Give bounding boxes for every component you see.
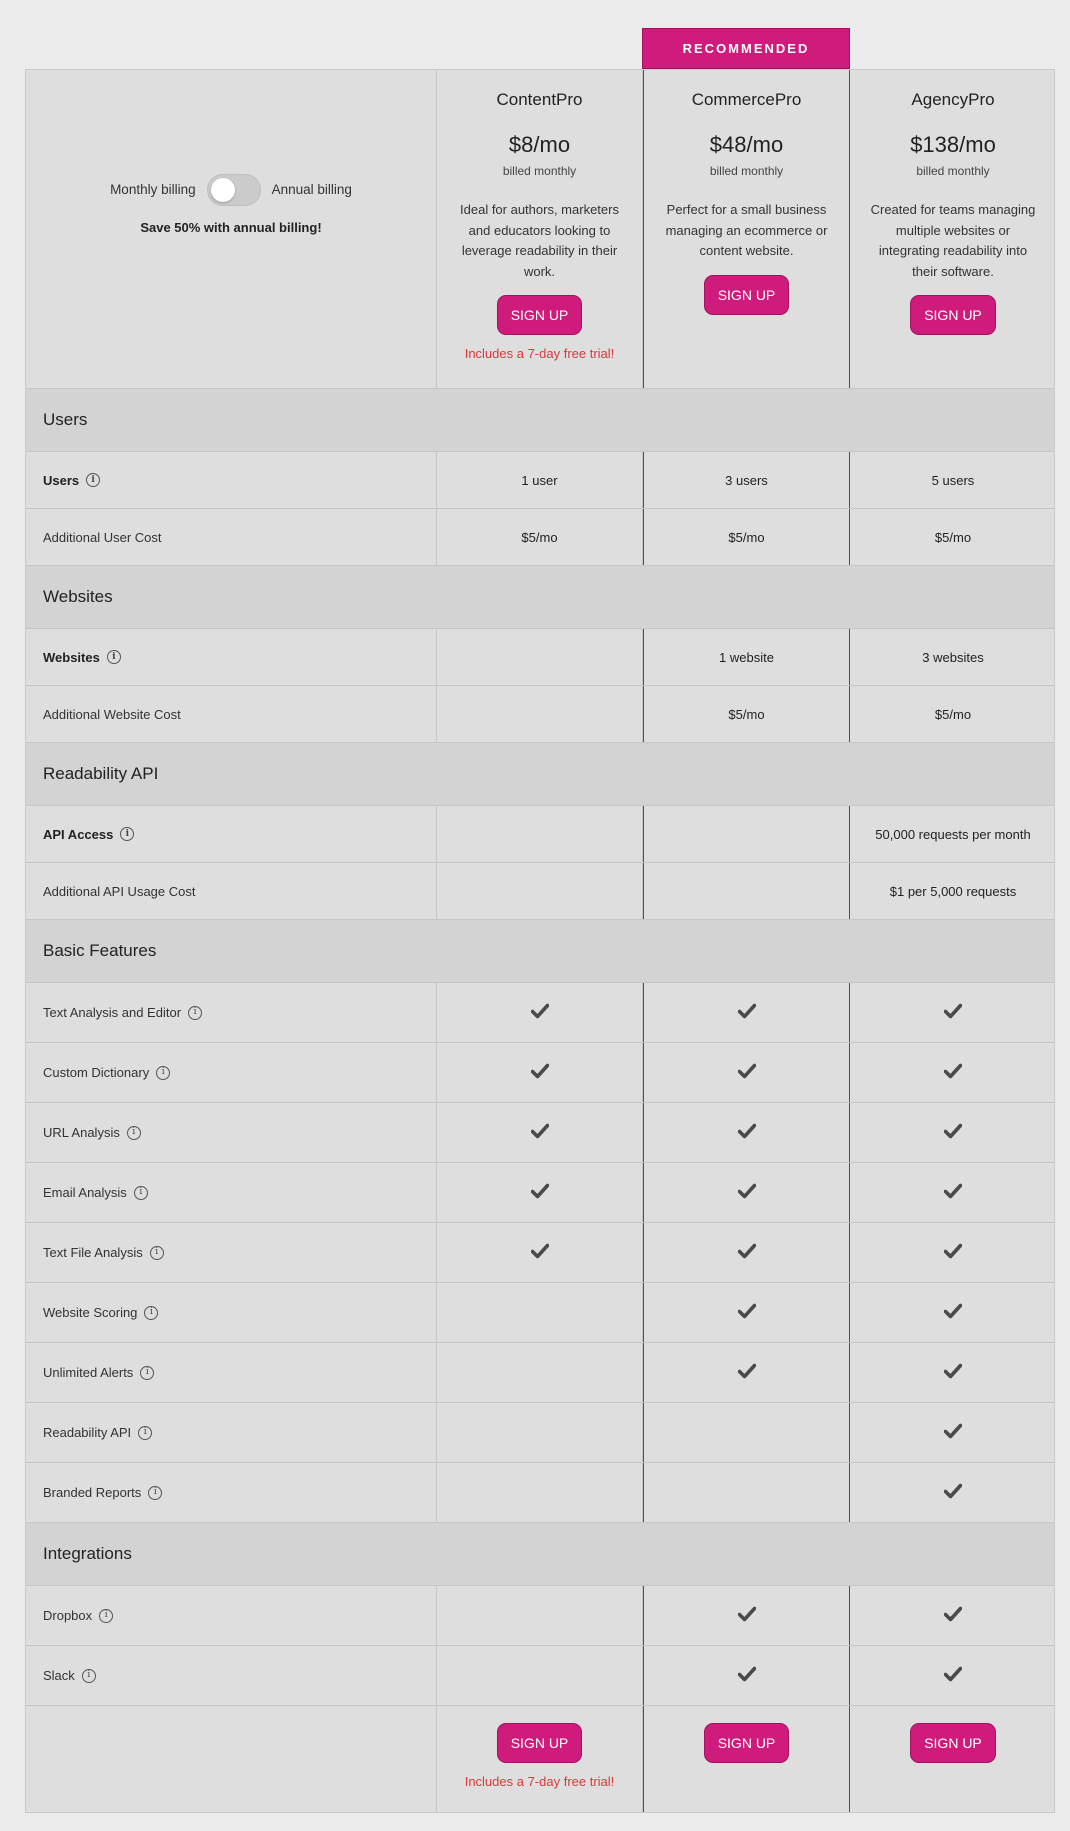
feature-label: Additional API Usage Cost: [43, 883, 196, 899]
check-icon: [944, 1666, 962, 1685]
feature-value-cell: [643, 1103, 850, 1162]
feature-label: Unlimited Alerts: [43, 1365, 134, 1380]
feature-value-cell: [643, 806, 850, 862]
feature-value-cell: [643, 1283, 850, 1342]
feature-value-cell: [437, 1586, 643, 1645]
check-icon: [531, 1183, 549, 1202]
info-icon[interactable]: i: [156, 1066, 170, 1080]
plan-price: $48/mo: [709, 132, 784, 157]
footer-agencypro-sign-up-button[interactable]: SIGN UP: [910, 1723, 996, 1763]
feature-value-cell: [643, 452, 850, 508]
plan-name: AgencyPro: [911, 90, 995, 109]
info-icon[interactable]: i: [120, 827, 134, 841]
feature-label: Users: [43, 472, 80, 488]
feature-value-cell: [643, 509, 850, 565]
feature-value-cell: [643, 1043, 850, 1102]
info-icon[interactable]: i: [138, 1426, 152, 1440]
footer-free-trial-note: Includes a 7-day free trial!: [464, 1774, 615, 1789]
feature-value-cell: [643, 1586, 850, 1645]
feature-value: 3 users: [725, 472, 768, 488]
feature-value: $1 per 5,000 requests: [889, 883, 1017, 899]
check-icon: [738, 1303, 756, 1322]
feature-value: $5/mo: [934, 706, 972, 722]
feature-label: URL Analysis: [43, 1125, 120, 1140]
info-icon[interactable]: i: [99, 1609, 113, 1623]
feature-row: [26, 806, 1054, 863]
feature-value-cell: [437, 983, 643, 1042]
feature-row: [26, 1586, 1054, 1646]
check-icon: [531, 1063, 549, 1082]
feature-label: Additional Website Cost: [43, 706, 181, 722]
feature-value-cell: [850, 1646, 1056, 1705]
feature-value: $5/mo: [934, 529, 972, 545]
billing-toggle-row: [110, 174, 352, 206]
feature-label: Branded Reports: [43, 1485, 142, 1500]
section-title: Integrations: [43, 1544, 132, 1563]
feature-value-cell: [643, 1343, 850, 1402]
feature-value-cell: [643, 1463, 850, 1522]
plan-description: Perfect for a small business managing an ecommerce or content website.: [665, 202, 828, 258]
feature-value-cell: [850, 1463, 1056, 1522]
info-icon[interactable]: i: [107, 650, 121, 664]
check-icon: [531, 1243, 549, 1262]
feature-label-cell: [26, 1163, 437, 1222]
check-icon: [944, 1363, 962, 1382]
plan-billing-period: billed monthly: [916, 164, 990, 178]
plan-billing-period: billed monthly: [709, 164, 784, 178]
section-header: [26, 1523, 1054, 1586]
feature-value-cell: [437, 1463, 643, 1522]
plan-name: ContentPro: [496, 90, 583, 109]
plan-agencypro: [850, 70, 1056, 388]
feature-row: [26, 863, 1054, 920]
info-icon[interactable]: i: [144, 1306, 158, 1320]
feature-value: $5/mo: [728, 529, 765, 545]
section-title: Readability API: [43, 764, 159, 783]
check-icon: [531, 1003, 549, 1022]
check-icon: [944, 1123, 962, 1142]
section-title: Basic Features: [43, 941, 157, 960]
feature-label: Text Analysis and Editor: [43, 1005, 182, 1020]
feature-row: [26, 1103, 1054, 1163]
feature-value-cell: [850, 1283, 1056, 1342]
plan-description: Created for teams managing multiple websites or integrating readability into their software.: [870, 202, 1036, 279]
feature-value-cell: [850, 863, 1056, 919]
feature-value-cell: [643, 629, 850, 685]
feature-value-cell: [850, 1403, 1056, 1462]
section-header: [26, 743, 1054, 806]
annual-billing-label: Annual billing: [271, 182, 352, 197]
feature-row: [26, 1646, 1054, 1706]
check-icon: [944, 1483, 962, 1502]
plan-billing-period: billed monthly: [502, 164, 577, 178]
plan-price: $138/mo: [910, 132, 996, 157]
feature-row: [26, 1043, 1054, 1103]
section-header: [26, 566, 1054, 629]
feature-value: 5 users: [931, 472, 975, 488]
feature-value-cell: [850, 509, 1056, 565]
footer-cta-row: [26, 1706, 1054, 1812]
feature-value-cell: [850, 1043, 1056, 1102]
feature-value-cell: [850, 1343, 1056, 1402]
info-icon[interactable]: i: [86, 473, 100, 487]
feature-value-cell: [850, 1586, 1056, 1645]
feature-label-cell: [26, 1103, 437, 1162]
info-icon[interactable]: i: [82, 1669, 96, 1683]
check-icon: [738, 1606, 756, 1625]
check-icon: [738, 1666, 756, 1685]
plan-header-row: [26, 70, 1054, 389]
feature-value-cell: [643, 863, 850, 919]
info-icon[interactable]: i: [150, 1246, 164, 1260]
feature-value-cell: [643, 983, 850, 1042]
info-icon[interactable]: i: [134, 1186, 148, 1200]
feature-value-cell: [643, 1403, 850, 1462]
monthly-billing-label: Monthly billing: [110, 182, 196, 197]
feature-label-cell: [26, 1283, 437, 1342]
check-icon: [738, 1123, 756, 1142]
feature-label: Custom Dictionary: [43, 1065, 150, 1080]
footer-commercepro: [643, 1706, 850, 1812]
check-icon: [944, 1303, 962, 1322]
feature-label-cell: [26, 452, 437, 508]
feature-row: [26, 509, 1054, 566]
feature-value-cell: [850, 983, 1056, 1042]
feature-label: Websites: [43, 649, 100, 665]
feature-value-cell: [437, 452, 643, 508]
feature-value-cell: [643, 1646, 850, 1705]
check-icon: [944, 1606, 962, 1625]
feature-label: API Access: [43, 826, 114, 842]
feature-value-cell: [437, 863, 643, 919]
feature-value-cell: [437, 806, 643, 862]
check-icon: [944, 1063, 962, 1082]
feature-label: Slack: [43, 1668, 75, 1683]
section-title: Users: [43, 410, 88, 429]
feature-label-cell: [26, 1646, 437, 1705]
check-icon: [944, 1423, 962, 1442]
check-icon: [738, 1363, 756, 1382]
feature-value-cell: [850, 1103, 1056, 1162]
plan-name: CommercePro: [691, 90, 802, 109]
check-icon: [738, 1003, 756, 1022]
feature-row: [26, 1283, 1054, 1343]
feature-label: Additional User Cost: [43, 529, 162, 545]
feature-label-cell: [26, 1043, 437, 1102]
feature-row: [26, 686, 1054, 743]
feature-value-cell: [437, 1043, 643, 1102]
feature-row: [26, 1343, 1054, 1403]
feature-label: Readability API: [43, 1425, 132, 1440]
feature-value-cell: [850, 806, 1056, 862]
plan-commercepro: [643, 70, 850, 388]
feature-value-cell: [437, 629, 643, 685]
feature-label-cell: [26, 806, 437, 862]
check-icon: [944, 1183, 962, 1202]
section-header: [26, 389, 1054, 452]
feature-row: [26, 1463, 1054, 1523]
feature-value-cell: [850, 452, 1056, 508]
feature-value: $5/mo: [728, 706, 765, 722]
feature-label-cell: [26, 629, 437, 685]
feature-row: [26, 629, 1054, 686]
check-icon: [738, 1063, 756, 1082]
agencypro-sign-up-button[interactable]: SIGN UP: [910, 295, 996, 335]
free-trial-note: Includes a 7-day free trial!: [464, 346, 615, 361]
feature-label-cell: [26, 1343, 437, 1402]
feature-label-cell: [26, 863, 437, 919]
footer-contentpro-sign-up-button[interactable]: SIGN UP: [497, 1723, 583, 1763]
info-icon[interactable]: i: [148, 1486, 162, 1500]
feature-row: [26, 1403, 1054, 1463]
feature-value-cell: [437, 1163, 643, 1222]
section-header: [26, 920, 1054, 983]
feature-label: Email Analysis: [43, 1185, 127, 1200]
feature-label-cell: [26, 686, 437, 742]
plan-contentpro: [437, 70, 643, 388]
feature-row: [26, 983, 1054, 1043]
feature-row: [26, 452, 1054, 509]
feature-value-cell: [437, 1646, 643, 1705]
feature-value: 50,000 requests per month: [875, 826, 1031, 842]
plan-price: $8/mo: [508, 132, 571, 157]
feature-value-cell: [850, 629, 1056, 685]
toggle-knob[interactable]: [211, 178, 235, 202]
footer-commercepro-sign-up-button[interactable]: SIGN UP: [704, 1723, 790, 1763]
feature-label-cell: [26, 509, 437, 565]
feature-value-cell: [437, 1103, 643, 1162]
feature-value-cell: [643, 686, 850, 742]
feature-label-cell: [26, 1403, 437, 1462]
recommended-badge: RECOMMENDED: [642, 28, 850, 69]
feature-value-cell: [437, 1223, 643, 1282]
feature-value: 1 user: [521, 472, 558, 488]
check-icon: [531, 1123, 549, 1142]
feature-label-cell: [26, 1463, 437, 1522]
feature-value-cell: [437, 1403, 643, 1462]
info-icon[interactable]: i: [140, 1366, 154, 1380]
feature-value-cell: [643, 1163, 850, 1222]
billing-toggle-panel: [26, 70, 437, 388]
feature-row: [26, 1163, 1054, 1223]
info-icon[interactable]: i: [127, 1126, 141, 1140]
commercepro-sign-up-button[interactable]: SIGN UP: [704, 275, 790, 315]
feature-row: [26, 1223, 1054, 1283]
feature-label: Website Scoring: [43, 1305, 138, 1320]
check-icon: [738, 1183, 756, 1202]
feature-label-cell: [26, 1223, 437, 1282]
feature-value: 3 websites: [922, 649, 984, 665]
footer-contentpro: [437, 1706, 643, 1812]
plan-description: Ideal for authors, marketers and educators looking to leverage readability in their work.: [460, 202, 619, 279]
check-icon: [944, 1243, 962, 1262]
feature-label: Dropbox: [43, 1608, 93, 1623]
info-icon[interactable]: i: [188, 1006, 202, 1020]
check-icon: [738, 1243, 756, 1262]
feature-value: $5/mo: [521, 529, 558, 545]
feature-value-cell: [850, 1163, 1056, 1222]
feature-value-cell: [437, 509, 643, 565]
annual-savings-note: Save 50% with annual billing!: [140, 219, 322, 235]
feature-label-cell: [26, 1586, 437, 1645]
feature-value-cell: [437, 1283, 643, 1342]
contentpro-sign-up-button[interactable]: SIGN UP: [497, 295, 583, 335]
check-icon: [944, 1003, 962, 1022]
feature-value-cell: [850, 1223, 1056, 1282]
feature-value-cell: [437, 1343, 643, 1402]
feature-value-cell: [437, 686, 643, 742]
feature-value: 1 website: [719, 649, 774, 665]
feature-label: Text File Analysis: [43, 1245, 143, 1260]
pricing-table: [25, 69, 1055, 1813]
footer-agencypro: [850, 1706, 1056, 1812]
footer-empty-cell: [26, 1706, 437, 1812]
billing-toggle-switch[interactable]: [207, 174, 261, 206]
section-title: Websites: [43, 587, 113, 606]
feature-label-cell: [26, 983, 437, 1042]
feature-value-cell: [850, 686, 1056, 742]
feature-value-cell: [643, 1223, 850, 1282]
